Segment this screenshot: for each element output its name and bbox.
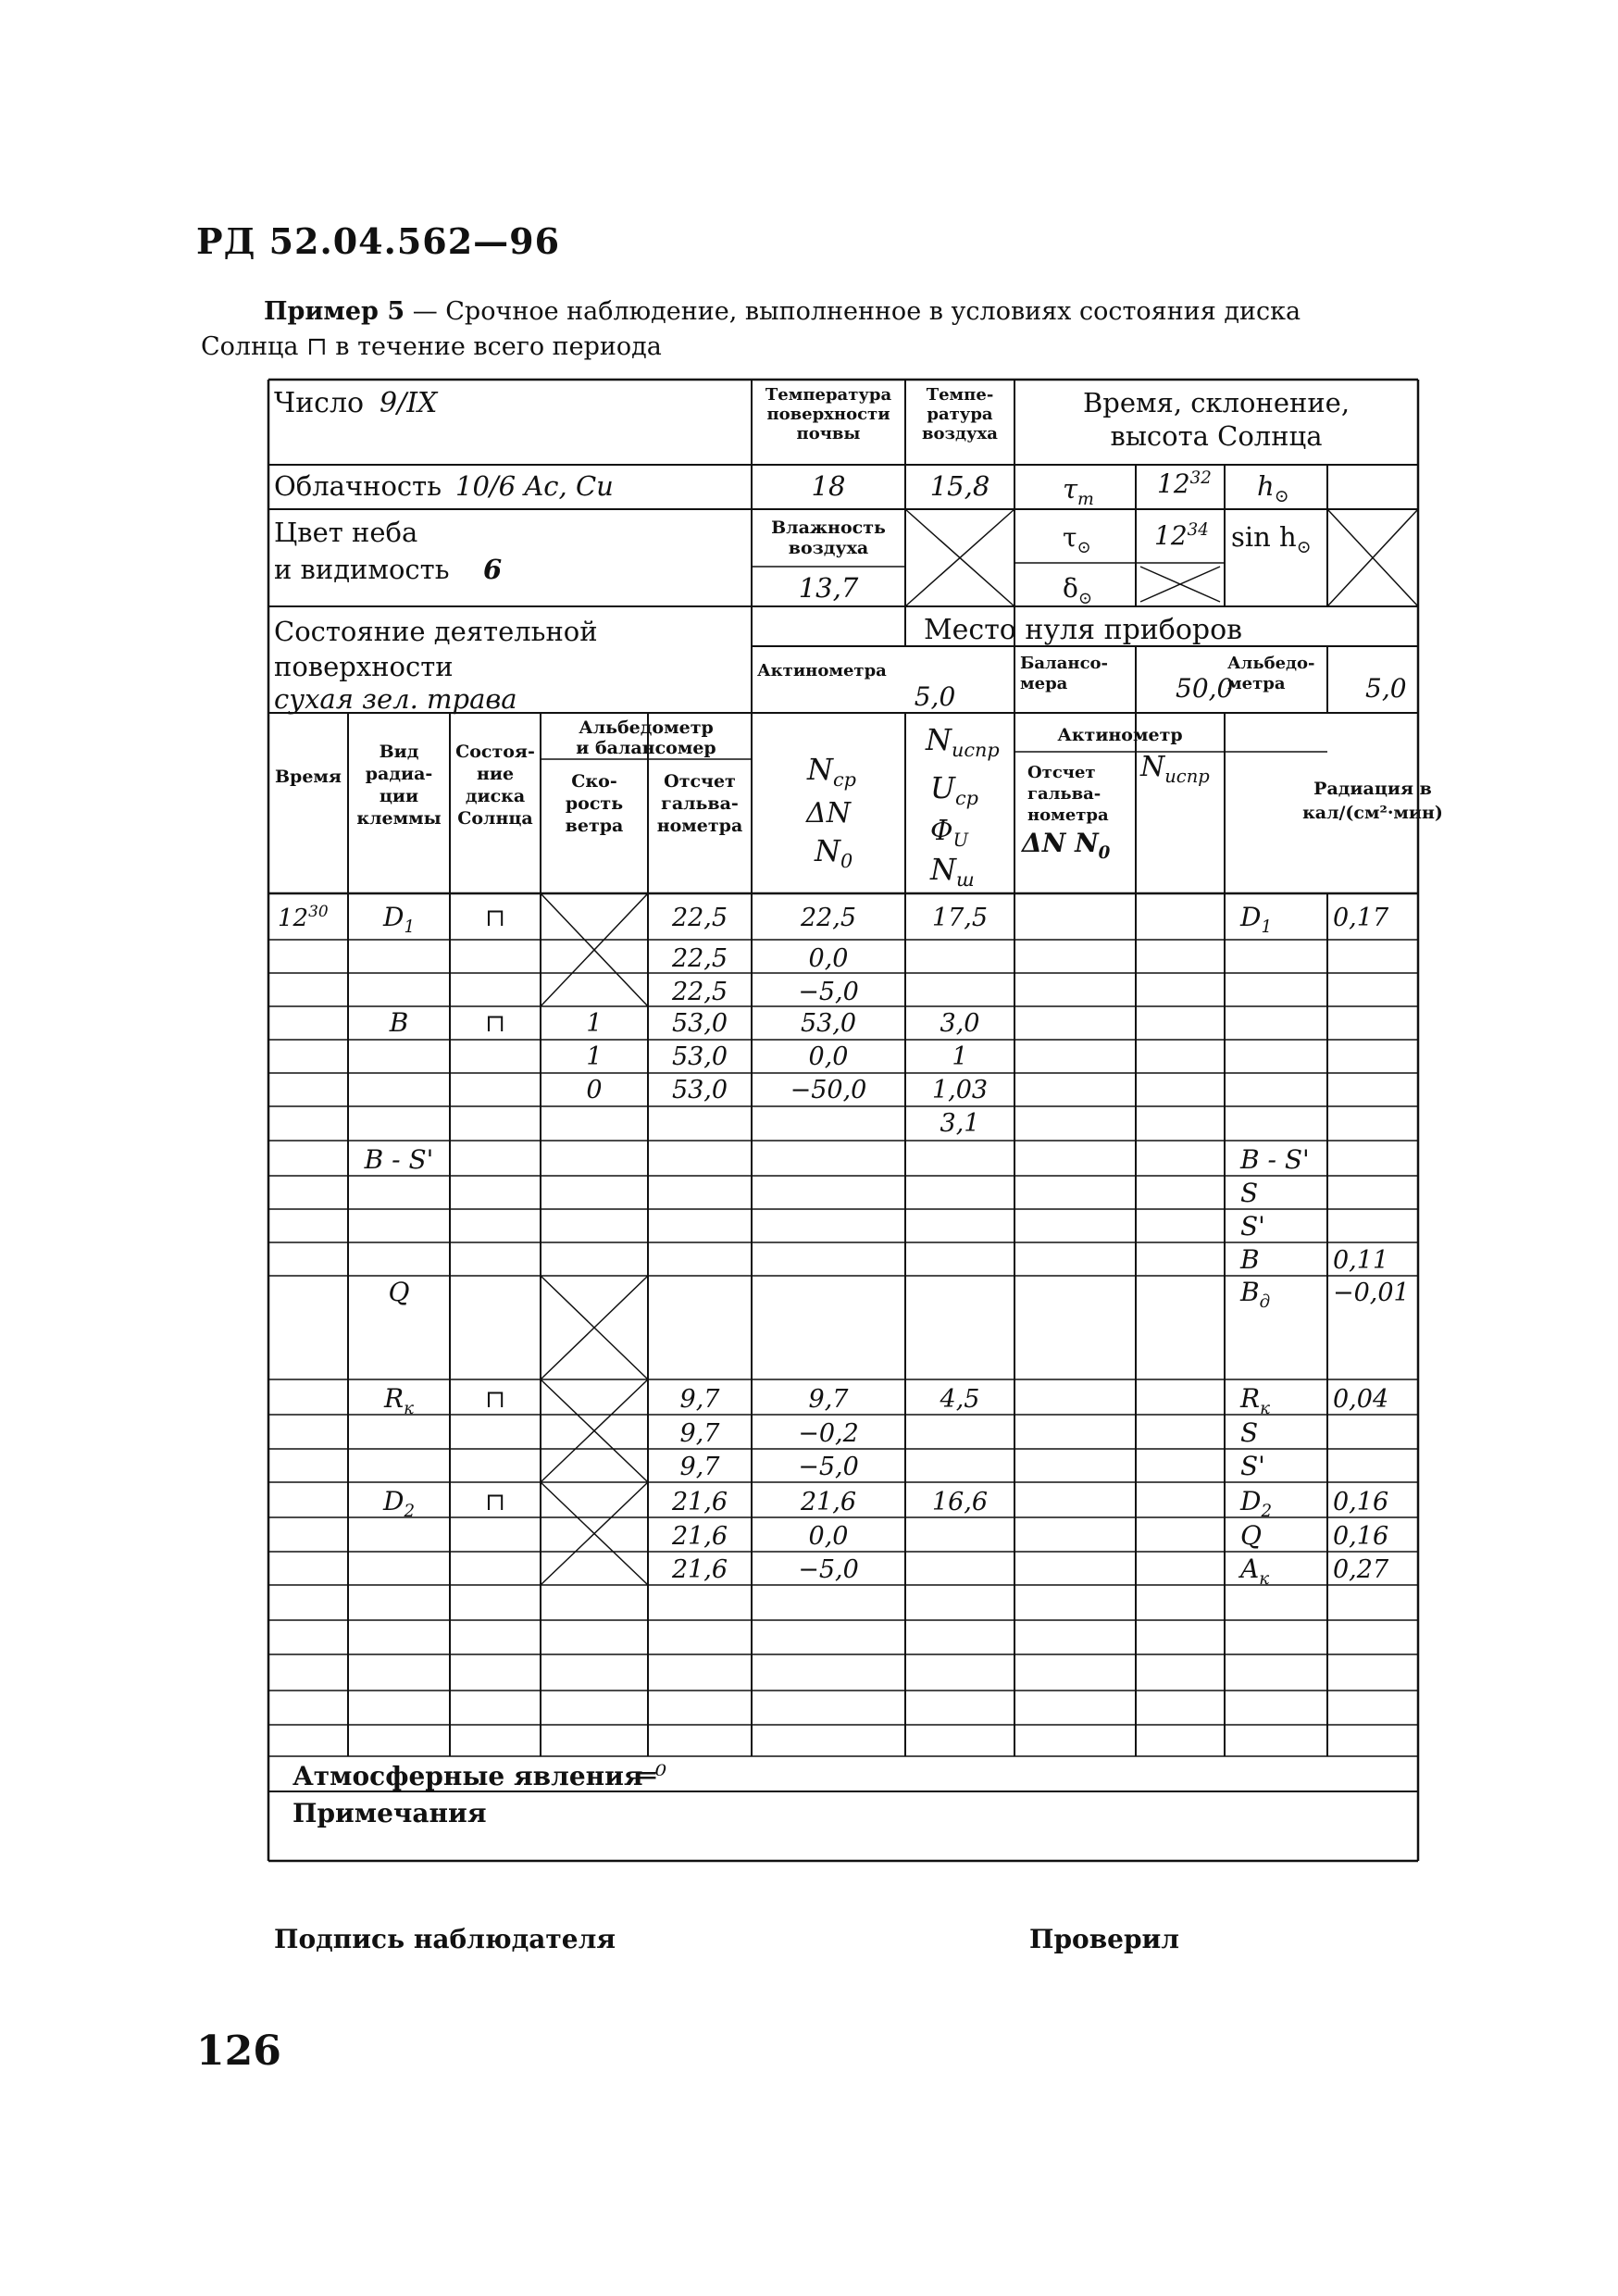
document-code: РД 52.04.562—96 <box>196 220 561 262</box>
col-radiation: Радиация в <box>1313 779 1432 799</box>
example-text: — Срочное наблюдение, выполненное в условиях состояния диска <box>404 297 1301 326</box>
col-state: ние <box>476 764 515 784</box>
row-galv: 21,6 <box>671 1488 728 1516</box>
row-rad-label: $R_к$ <box>1240 1383 1270 1418</box>
col-nispr: $N_{испр}$ <box>926 722 1000 761</box>
col-n: $N_{ср}$ <box>807 752 856 791</box>
col-time: Время <box>275 767 342 787</box>
col-galv: нометра <box>656 816 743 836</box>
row-n: −5,0 <box>798 1453 859 1481</box>
sin-h-label: $\sin h_⊙$ <box>1231 521 1312 557</box>
tau-sun-value: $12^{34}$ <box>1154 520 1209 551</box>
sun-header: высота Солнца <box>1110 420 1323 452</box>
row-galv: 53,0 <box>671 1042 728 1071</box>
row-kind: $R_к$ <box>384 1383 414 1418</box>
col-alb-group: и балансомер <box>576 738 716 758</box>
col-state: диска <box>465 786 526 806</box>
row-rad-label: Q <box>1240 1520 1262 1551</box>
air-temp: 15,8 <box>929 470 990 502</box>
row-nispr: 1 <box>952 1042 968 1071</box>
row-n: 53,0 <box>800 1009 857 1038</box>
cloud-value: 10/6 Ac, Cu <box>455 470 614 502</box>
col-kind: Вид <box>379 742 419 762</box>
actinometer-label: Актинометра <box>757 661 887 680</box>
tau-sun-label: $\tau_⊙$ <box>1063 522 1091 557</box>
col-act-galv: нометра <box>1027 805 1109 825</box>
air-temp-header: Темпе- <box>926 385 994 405</box>
col-alb-group: Альбедометр <box>579 718 714 738</box>
tau-m-value: $12^{32}$ <box>1157 468 1212 499</box>
row-galv: 9,7 <box>679 1419 720 1448</box>
row-galv: 22,5 <box>671 944 728 973</box>
albedometer-label: метра <box>1227 674 1286 693</box>
col-dn: ΔN <box>806 797 851 830</box>
row-rad-value: 0,17 <box>1333 904 1389 932</box>
balancemeter-label: мера <box>1020 674 1068 693</box>
atm-label: Атмосферные явления <box>292 1761 643 1791</box>
row-nispr: 16,6 <box>931 1488 989 1516</box>
col-act-dn: ΔN $N_0$ <box>1022 828 1111 863</box>
surface-label: поверхности <box>274 651 454 682</box>
col-act-group: Актинометр <box>1057 725 1183 745</box>
row-n: 21,6 <box>800 1488 857 1516</box>
col-kind: клеммы <box>356 808 442 829</box>
row-nispr: 3,0 <box>940 1009 980 1038</box>
row-n: 22,5 <box>800 904 857 932</box>
row-kind: Q <box>388 1277 410 1307</box>
row-nispr: 1,03 <box>931 1076 989 1104</box>
row-wind: 0 <box>586 1076 603 1104</box>
col-act-galv: Отсчет <box>1027 763 1096 782</box>
row-rad-label: B - S' <box>1240 1144 1310 1175</box>
humidity-header: Влажность <box>771 518 886 538</box>
surface-label: Состояние деятельной <box>274 616 598 647</box>
row-rad-value: 0,04 <box>1333 1385 1389 1414</box>
col-state: Солнца <box>457 808 533 829</box>
page-number: 126 <box>196 2028 281 2075</box>
albedometer-zero: 5,0 <box>1365 673 1407 704</box>
air-temp-header: ратура <box>927 405 993 424</box>
col-act-galv: гальва- <box>1027 784 1101 804</box>
soil-temp-header: поверхности <box>766 405 890 424</box>
row-nispr: 4,5 <box>940 1385 980 1414</box>
soil-temp-header: Температура <box>765 385 892 405</box>
col-wind: рость <box>565 793 624 814</box>
row-kind: $D_2$ <box>382 1486 416 1521</box>
row-galv: 53,0 <box>671 1009 728 1038</box>
visibility-value: 6 <box>483 554 503 585</box>
sky-label: и видимость <box>274 554 450 585</box>
row-rad-value: 0,27 <box>1333 1555 1389 1584</box>
row-rad-label: S' <box>1240 1211 1265 1242</box>
row-rad-label: B <box>1240 1244 1260 1275</box>
zero-header: Место нуля приборов <box>923 614 1243 646</box>
surface-value: сухая зел. трава <box>274 683 517 715</box>
observer-signature-label: Подпись наблюдателя <box>274 1924 616 1954</box>
h-sun-label: $h_⊙$ <box>1257 470 1289 506</box>
col-kind: ции <box>379 786 419 806</box>
row-rad-label: S <box>1240 1178 1259 1208</box>
air-temp-header: воздуха <box>922 424 998 443</box>
example-label: Пример 5 <box>264 297 405 326</box>
col-ucp: $U_{ср}$ <box>930 770 978 809</box>
row-galv: 21,6 <box>671 1522 728 1551</box>
row-n: 9,7 <box>808 1385 849 1414</box>
row-kind: B - S' <box>364 1144 434 1175</box>
row-galv: 22,5 <box>671 904 728 932</box>
balancemeter-zero: 50,0 <box>1176 673 1234 704</box>
delta-sun-label: $\delta_⊙$ <box>1063 573 1093 608</box>
row-n: −5,0 <box>798 1555 859 1584</box>
row-kind: B <box>389 1007 409 1038</box>
col-galv: гальва- <box>661 793 739 814</box>
row-rad-value: −0,01 <box>1333 1279 1410 1307</box>
sun-header: Время, склонение, <box>1082 387 1350 418</box>
row-sun-state: ⊓ <box>485 1386 505 1414</box>
row-rad-value: 0,11 <box>1333 1246 1389 1275</box>
notes-label: Примечания <box>292 1798 487 1828</box>
row-rad-label: $D_1$ <box>1240 902 1273 937</box>
row-galv: 22,5 <box>671 978 728 1006</box>
col-wind: ветра <box>565 816 624 836</box>
balancemeter-label: Балансо- <box>1020 654 1109 673</box>
col-n0: $N_0$ <box>815 833 853 872</box>
row-time: $12^{30}$ <box>278 902 329 932</box>
row-sun-state: ⊓ <box>485 1010 505 1038</box>
row-rad-value: 0,16 <box>1333 1522 1389 1551</box>
sky-label: Цвет неба <box>274 517 418 548</box>
row-rad-label: S' <box>1240 1451 1265 1481</box>
humidity-value: 13,7 <box>798 572 859 604</box>
row-rad-label: $A_к$ <box>1240 1554 1270 1589</box>
col-galv: Отсчет <box>664 771 736 792</box>
row-nispr: 3,1 <box>940 1109 980 1138</box>
col-phi: $\Phi_U$ <box>930 815 969 851</box>
cloud-label: Облачность <box>274 470 442 502</box>
date-label: Число <box>274 387 365 419</box>
row-n: −50,0 <box>790 1076 867 1104</box>
albedometer-label: Альбедо- <box>1227 654 1315 673</box>
date-value: 9/IX <box>380 387 438 419</box>
row-n: −0,2 <box>798 1419 859 1448</box>
atm-value: ═⁰ <box>639 1760 667 1792</box>
row-galv: 21,6 <box>671 1555 728 1584</box>
col-radiation: кал/(см²·мин) <box>1302 803 1443 823</box>
row-n: 0,0 <box>808 944 849 973</box>
row-kind: $D_1$ <box>382 902 416 937</box>
soil-temp: 18 <box>811 470 846 502</box>
tau-m-label: $\tau_m$ <box>1063 473 1094 509</box>
row-sun-state: ⊓ <box>485 1489 505 1516</box>
col-state: Состоя- <box>455 742 535 762</box>
row-wind: 1 <box>586 1009 603 1038</box>
row-sun-state: ⊓ <box>485 905 505 932</box>
humidity-header: воздуха <box>788 538 869 558</box>
example-text-cont: Солнца ⊓ в течение всего периода <box>201 332 662 361</box>
col-kind: радиа- <box>365 764 433 784</box>
row-rad-label: $B_д$ <box>1240 1277 1271 1312</box>
actinometer-zero: 5,0 <box>914 681 956 712</box>
row-n: −5,0 <box>798 978 859 1006</box>
row-n: 0,0 <box>808 1522 849 1551</box>
row-n: 0,0 <box>808 1042 849 1071</box>
row-rad-label: $D_2$ <box>1240 1486 1273 1521</box>
row-wind: 1 <box>586 1042 603 1071</box>
checked-by-label: Проверил <box>1029 1924 1180 1954</box>
row-rad-label: S <box>1240 1417 1259 1448</box>
col-nsh: $N_ш$ <box>930 852 975 891</box>
col-act-nispr: $N_{испр}$ <box>1140 751 1210 787</box>
row-rad-value: 0,16 <box>1333 1488 1389 1516</box>
col-wind: Ско- <box>571 771 617 792</box>
row-galv: 53,0 <box>671 1076 728 1104</box>
row-galv: 9,7 <box>679 1453 720 1481</box>
soil-temp-header: почвы <box>796 424 861 443</box>
row-nispr: 17,5 <box>931 904 989 932</box>
row-galv: 9,7 <box>679 1385 720 1414</box>
